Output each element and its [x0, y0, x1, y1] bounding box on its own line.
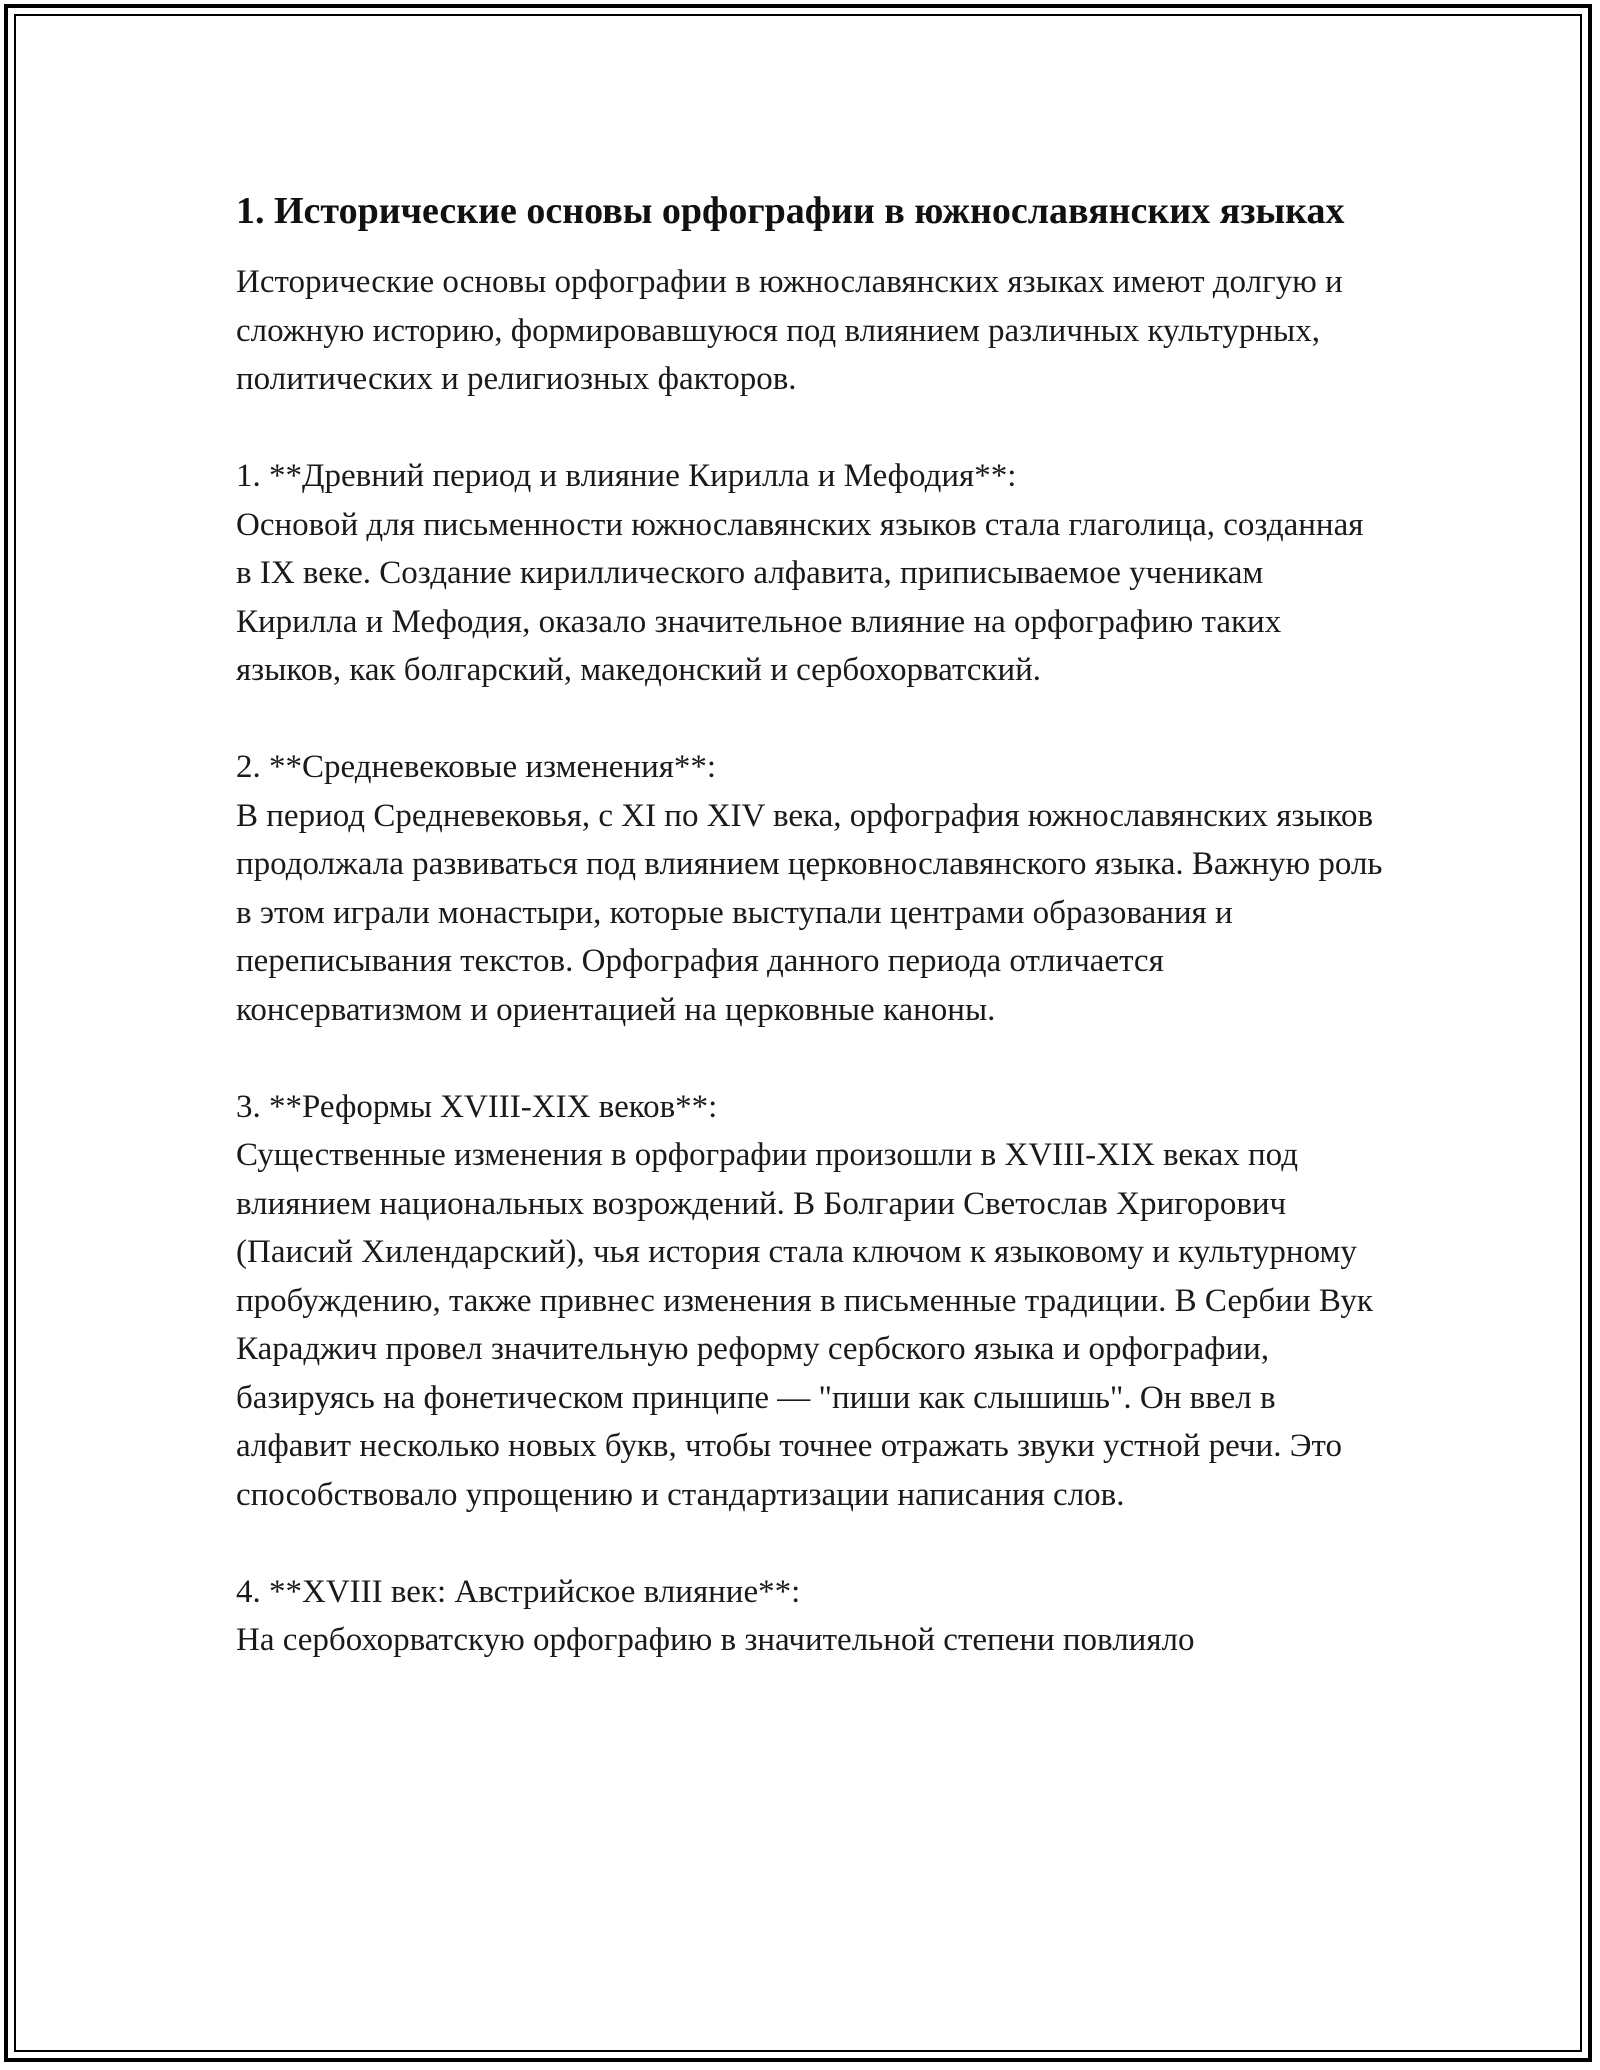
intro-paragraph: Исторические основы орфографии в южнославянских языках имеют долгую и сложную историю, формировавшуюся под влиянием различных культурных, политических и религиозных факторов. [236, 264, 1343, 397]
section-heading: 1. **Древний период и влияние Кирилла и Мефодия**: [236, 458, 1017, 494]
section-heading: 4. **XVIII век: Австрийское влияние**: [236, 1573, 801, 1610]
section-medieval-changes [236, 743, 1386, 1034]
section-reforms [236, 1083, 1386, 1520]
section-heading: 2. **Средневековые изменения**: [236, 749, 717, 785]
section-heading: 3. **Реформы XVIII-XIX веков**: [236, 1088, 718, 1125]
section-austrian-influence [236, 1568, 1386, 1665]
section-body: В период Средневековья, с XI по XIV века, орфография южнославянских языков продолжала развиваться под влиянием церковнославянского языка. Важную роль в этом играли монастыри, которые выступали центрами образования и переписывания текстов. Орфография данного периода отличается консерватизмом и ориентацией на церковные каноны. [236, 797, 1383, 1028]
document-title: 1. Исторические основы орфографии в южнославянских языках [236, 190, 1345, 232]
section-body: Основой для письменности южнославянских языков стала глаголица, созданная в IX веке. Создание кириллического алфавита, приписываемое ученикам Кирилла и Мефодия, оказало значительное влияние на орфографию таких языков, как болгарский, македонский и сербохорватский. [236, 506, 1364, 688]
section-ancient-period [236, 452, 1386, 695]
section-body: Существенные изменения в орфографии произошли в XVIII-XIX веках под влиянием национальных возрождений. В Болгарии Светослав Хригорович (Паисий Хилендарский), чья история стала ключом к языковому и культурному пробуждению, также привнес изменения в письменные традиции. В Сербии Вук Караджич провел значительную реформу сербского языка и орфографии, базируясь на фонетическом принципе — "пиши как слышишь". Он ввел в алфавит несколько новых букв, чтобы точнее отражать звуки устной речи. Это способствовало упрощению и стандартизации написания слов. [236, 1137, 1373, 1513]
section-body: На сербохорватскую орфографию в значительной степени повлияло [236, 1622, 1195, 1658]
document-content [236, 184, 1386, 1665]
